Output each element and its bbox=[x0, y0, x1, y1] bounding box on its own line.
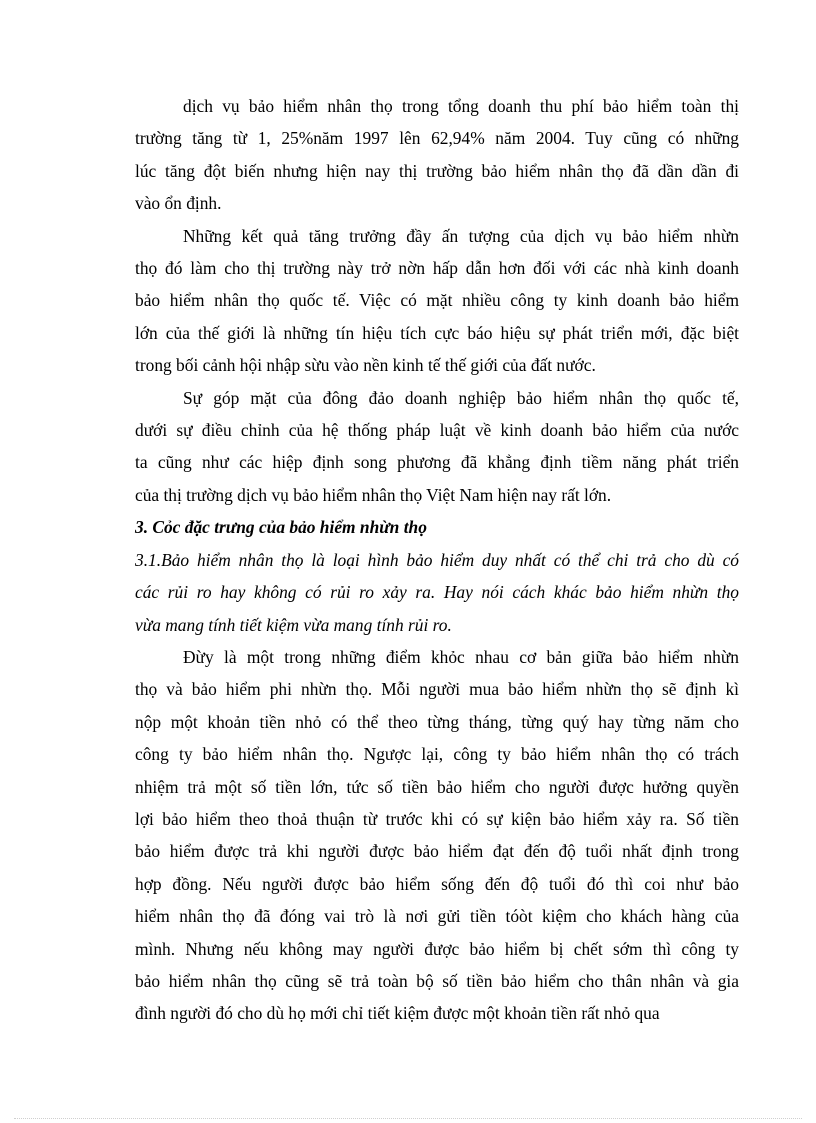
paragraph-1 bbox=[135, 90, 739, 220]
text-line: dưới sự điều chỉnh của hệ thống pháp luật về kinh doanh bảo hiểm của nước bbox=[135, 420, 739, 441]
text-line: lớn của thế giới là những tín hiệu tích cực báo hiệu sự phát triển mới, đặc biệt bbox=[135, 322, 739, 343]
text-line: lúc tăng đột biến nhưng hiện nay thị trường bảo hiểm nhân thọ đã dần dần đi bbox=[135, 160, 739, 181]
paragraph-2 bbox=[135, 220, 739, 382]
text-line: ta cũng như các hiệp định song phương đã khẳng định tiềm năng phát triển bbox=[135, 452, 739, 473]
text-line: Sự góp mặt của đông đảo doanh nghiệp bảo hiểm nhân thọ quốc tế, bbox=[183, 387, 739, 408]
text-line: lợi bảo hiểm theo thoả thuận từ trước khi có sự kiện bảo hiểm xảy ra. Số tiền bbox=[135, 808, 739, 829]
text-line: hợp đồng. Nếu người được bảo hiểm sống đến độ tuổi đó thì coi như bảo bbox=[135, 873, 739, 894]
text-line: thọ và bảo hiểm phi nhừn thọ. Mỗi người mua bảo hiểm nhừn thọ sẽ định kì bbox=[135, 679, 739, 700]
text-line: bảo hiểm nhân thọ cũng sẽ trả toàn bộ số tiền bảo hiểm cho thân nhân và gia bbox=[135, 970, 739, 991]
text-line: các rủi ro hay không có rủi ro xảy ra. Hay nói cách khác bảo hiểm nhừn thọ bbox=[135, 582, 739, 603]
text-line: mình. Nhưng nếu không may người được bảo hiểm bị chết sớm thì công ty bbox=[135, 938, 739, 959]
text-line: của thị trường dịch vụ bảo hiểm nhân thọ Việt Nam hiện nay rất lớn. bbox=[135, 484, 612, 505]
text-line: công ty bảo hiểm nhân thọ. Ngược lại, công ty bảo hiểm nhân thọ có trách bbox=[135, 744, 739, 765]
text-line: bảo hiểm nhân thọ quốc tế. Việc có mặt nhiều công ty kinh doanh bảo hiểm bbox=[135, 290, 739, 311]
text-line: nộp một khoản tiền nhỏ có thể theo từng tháng, từng quý hay từng năm cho bbox=[135, 711, 739, 732]
page-content bbox=[135, 90, 739, 1030]
section-heading: 3. Cỏc đặc trưng của bảo hiểm nhừn thọ bbox=[135, 517, 427, 538]
text-line: thọ đó làm cho thị trường này trở nờn hấp dẫn hơn đối với các nhà kinh doanh bbox=[135, 258, 739, 279]
paragraph-4 bbox=[135, 641, 739, 1030]
text-line: trường tăng từ 1, 25%năm 1997 lên 62,94% năm 2004. Tuy cũng có những bbox=[135, 128, 739, 149]
text-line: Đừy là một trong những điểm khỏc nhau cơ bản giữa bảo hiểm nhừn bbox=[183, 646, 739, 667]
page-bottom-rule bbox=[14, 1118, 802, 1119]
text-line: nhiệm trả một số tiền lớn, tức số tiền bảo hiểm cho người được hưởng quyền bbox=[135, 776, 739, 797]
paragraph-3 bbox=[135, 382, 739, 512]
text-line: đình người đó cho dù họ mới chỉ tiết kiệm được một khoản tiền rất nhỏ qua bbox=[135, 1003, 660, 1024]
text-line: Những kết quả tăng trưởng đầy ấn tượng của dịch vụ bảo hiểm nhừn bbox=[183, 225, 739, 246]
text-line: hiểm nhân thọ đã đóng vai trò là nơi gửi tiền tóòt kiệm cho khách hàng của bbox=[135, 906, 739, 927]
text-line: 3.1.Bảo hiểm nhân thọ là loại hình bảo hiểm duy nhất có thể chi trả cho dù có bbox=[135, 549, 739, 570]
text-line: trong bối cảnh hội nhập sừu vào nền kinh tế thế giới của đất nước. bbox=[135, 355, 596, 376]
subsection-heading bbox=[135, 544, 739, 641]
text-line: dịch vụ bảo hiểm nhân thọ trong tổng doanh thu phí bảo hiểm toàn thị bbox=[183, 96, 739, 116]
text-line: bảo hiểm được trả khi người được bảo hiểm đạt đến độ tuổi nhất định trong bbox=[135, 841, 739, 862]
text-line: vừa mang tính tiết kiệm vừa mang tính rủi ro. bbox=[135, 614, 452, 635]
text-line: vào ổn định. bbox=[135, 193, 222, 214]
